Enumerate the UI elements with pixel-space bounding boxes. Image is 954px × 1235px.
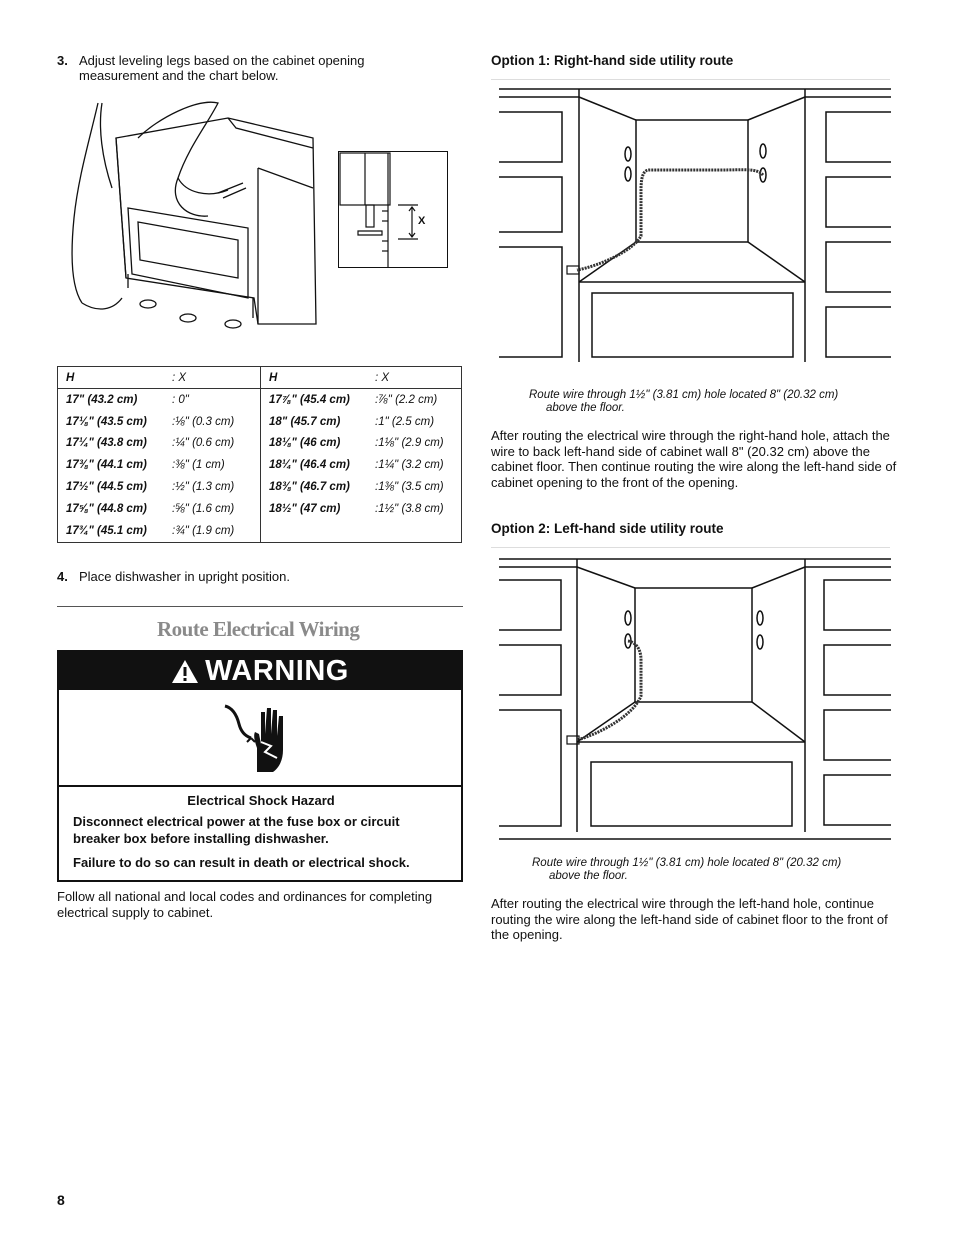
column-header-x: : X [367,367,462,389]
cell-x [367,520,462,542]
cell-x: :1½" (3.8 cm) [375,502,444,515]
option-2-title: Option 2: Left-hand side utility route [491,521,724,536]
cell-h: 18½" (47 cm) [261,498,368,520]
cell-h: 17¾" (45.1 cm) [66,524,147,537]
cell-x: :⅜" (1 cm) [172,459,225,472]
cell-x: :⅝" (1.6 cm) [172,502,235,515]
inset-x-label: X [418,215,426,227]
cell-h: 17⅛" (43.5 cm) [66,415,147,428]
leg-height-inset [338,151,448,268]
caption-line: Route wire through 1½" (3.81 cm) hole located 8" (20.32 cm) [529,389,839,401]
caption-line: Route wire through 1½" (3.81 cm) hole located 8" (20.32 cm) [532,857,842,869]
divider [491,547,890,548]
option-2-caption [532,857,892,883]
column-header-h: H [58,367,165,389]
caption-line: above the floor. [549,870,628,882]
page-number: 8 [57,1192,65,1208]
option-2-cabinet-diagram [499,556,891,842]
step-text: Adjust leveling legs based on the cabinet opening measurement and the chart below. [79,53,365,83]
step-number: 4. [57,569,68,584]
cell-x: :⅛" (0.3 cm) [172,415,235,428]
warning-box [57,650,463,882]
caption-line: above the floor. [546,402,625,414]
warning-icon-area [59,690,461,787]
cell-h: 17⅜" (44.1 cm) [66,459,147,472]
warning-header [59,652,461,690]
warning-line-1: Disconnect electrical power at the fuse box or circuit breaker box before installing dishwasher. [73,814,400,846]
cell-x: :½" (1.3 cm) [172,481,235,494]
warning-text [73,792,449,878]
cell-x: :1¼" (3.2 cm) [375,459,444,472]
cell-h: 17½" (44.5 cm) [66,481,147,494]
cell-h: 17" (43.2 cm) [66,393,138,406]
cell-x: :¾" (1.9 cm) [172,524,235,537]
codes-paragraph: Follow all national and local codes and ordinances for completing electrical supply to cabinet. [57,889,433,920]
option-1-caption [529,389,889,415]
column-header-x: : X [164,367,261,389]
cell-h: 18⅛" (46 cm) [261,433,368,455]
table-row [58,389,462,411]
cell-h: 18⅜" (46.7 cm) [261,476,368,498]
divider [491,79,890,80]
table-row [58,433,462,455]
cell-x: :1" (2.5 cm) [375,415,435,428]
table-row [58,411,462,433]
chart-header-row [58,367,462,389]
warning-title: WARNING [205,654,349,687]
cell-x: :⅞" (2.2 cm) [375,393,438,406]
cell-x: : 0" [172,393,189,406]
leveling-chart [57,366,462,543]
option-1-cabinet-diagram [499,86,891,362]
step-number: 3. [57,53,68,68]
cell-h: 17⅞" (45.4 cm) [261,389,368,411]
warning-triangle-icon [171,659,199,684]
option-1-title: Option 1: Right-hand side utility route [491,53,734,68]
cell-h: 18" (45.7 cm) [261,411,368,433]
option-1-body: After routing the electrical wire through the right-hand hole, attach the wire to back left-hand side of cabinet wall 8" (20.32 cm) above the cabinet floor. Then continue routing the wire along the left-hand side of cabinet opening to the front of the opening. [491,428,897,490]
cell-h [261,520,368,542]
table-row [58,520,462,542]
warning-line-2: Failure to do so can result in death or electrical shock. [73,855,410,870]
electrical-shock-icon [221,702,291,774]
divider [57,606,463,607]
step-text: Place dishwasher in upright position. [79,569,291,584]
cell-h: 18¼" (46.4 cm) [261,454,368,476]
table-row [58,476,462,498]
table-row [58,498,462,520]
column-header-h: H [261,367,368,389]
cell-h: 17¼" (43.8 cm) [66,437,147,450]
cell-x: :¼" (0.6 cm) [172,437,235,450]
cell-x: :1⅜" (3.5 cm) [375,481,444,494]
section-title: Route Electrical Wiring [157,617,360,641]
cell-x: :1⅛" (2.9 cm) [375,437,444,450]
cell-h: 17⅝" (44.8 cm) [66,502,147,515]
dishwasher-leveling-illustration [68,98,328,334]
table-row [58,454,462,476]
hazard-title: Electrical Shock Hazard [187,793,335,808]
option-2-body: After routing the electrical wire through the left-hand hole, continue routing the wire along the left-hand side of cabinet floor to the front of the opening. [491,896,888,942]
